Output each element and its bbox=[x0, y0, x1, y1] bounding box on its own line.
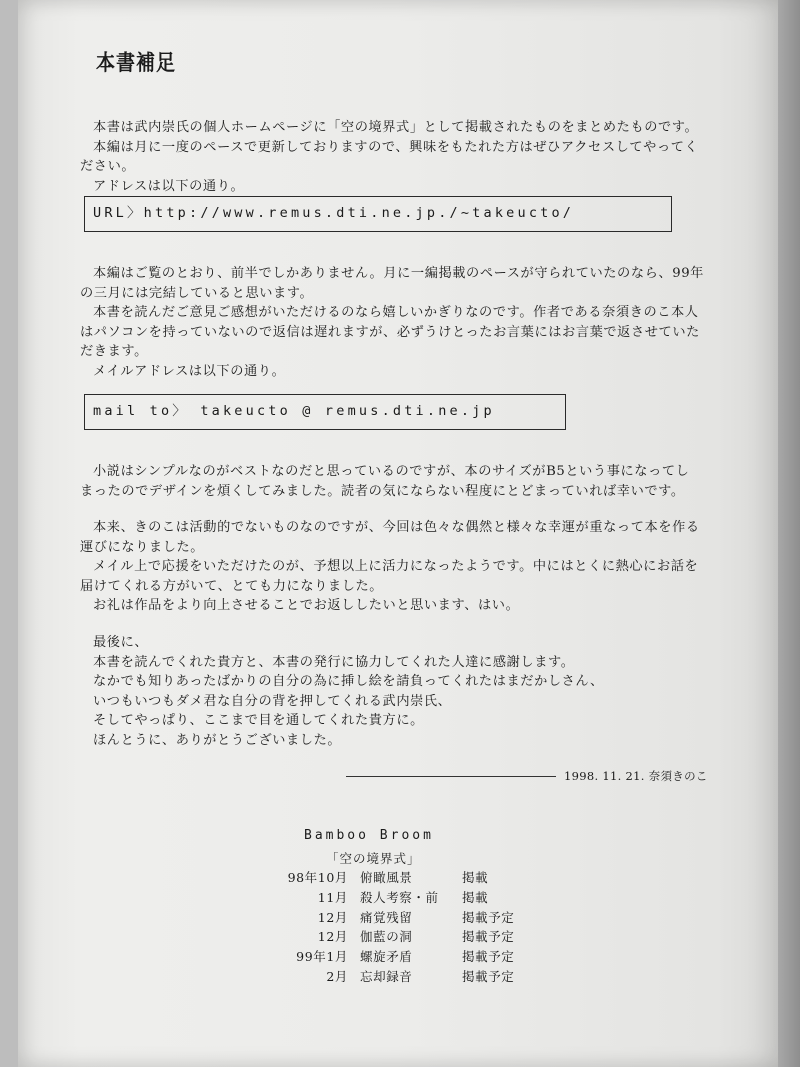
text-line: メイルアドレスは以下の通り。 bbox=[93, 363, 286, 379]
text-line: ださい。 bbox=[80, 159, 136, 174]
schedule-date: 11月 bbox=[317, 889, 348, 905]
middle-paragraph bbox=[80, 264, 704, 381]
text-line: の三月には完結していると思います。 bbox=[80, 285, 314, 301]
text-line: 本編は月に一度のペースで更新しておりますので、興味をもたれた方はぜひアクセスしてやってく bbox=[93, 139, 699, 155]
background-edge bbox=[778, 0, 800, 1067]
schedule-row bbox=[258, 927, 558, 947]
text-line: メイル上で応援をいただけたのが、予想以上に活力になったようです。中にはとくに熱心にお話を bbox=[93, 559, 699, 574]
intro-paragraph bbox=[80, 118, 700, 196]
text-line: 本書を読んだご意見ご感想がいただけるのなら嬉しいかぎりなのです。作者である奈須きのこ本人 bbox=[93, 305, 699, 320]
publication-schedule bbox=[258, 868, 558, 987]
text-line: まったのでデザインを煩くしてみました。読者の気にならない程度にとどまっていれば幸いです。 bbox=[80, 483, 685, 499]
text-line: アドレスは以下の通り。 bbox=[93, 178, 245, 194]
schedule-date: 2月 bbox=[326, 968, 348, 984]
schedule-row bbox=[258, 967, 558, 987]
schedule-row bbox=[258, 908, 558, 928]
schedule-date: 99年1月 bbox=[296, 949, 348, 965]
schedule-status: 掲載 bbox=[462, 870, 489, 885]
url-box: URL〉http://www.remus.dti.ne.jp./~takeucto/ bbox=[84, 196, 672, 232]
text-line: 本来、きのこは活動的でないものなのですが、今回は色々な偶然と様々な幸運が重なって本を作る bbox=[93, 520, 700, 535]
schedule-status: 掲載 bbox=[462, 889, 489, 905]
novel-paragraph bbox=[80, 462, 700, 501]
series-title: 「空の境界式」 bbox=[326, 851, 421, 866]
text-line: 最後に、 bbox=[93, 635, 149, 650]
text-line: 届けてくれる方がいて、とても力になりました。 bbox=[80, 578, 384, 594]
schedule-row bbox=[258, 868, 558, 888]
schedule-status: 掲載予定 bbox=[462, 949, 515, 965]
text-line: 小説はシンプルなのがベストなのだと思っているのですが、本のサイズがB5という事になってし bbox=[93, 464, 690, 479]
luck-paragraph bbox=[80, 518, 700, 616]
text-line: そしてやっぱり、ここまで目を通してくれた貴方に。 bbox=[93, 713, 424, 728]
signature-block bbox=[346, 765, 708, 785]
document-page bbox=[18, 0, 778, 1067]
mail-box: mail to〉 takeucto @ remus.dti.ne.jp bbox=[84, 394, 566, 430]
page-heading: 本書補足 bbox=[96, 50, 177, 76]
closing-paragraph bbox=[80, 633, 700, 750]
schedule-status: 掲載予定 bbox=[462, 968, 515, 984]
schedule-title: 俯瞰風景 bbox=[360, 870, 413, 885]
schedule-row bbox=[258, 888, 558, 908]
text-line: いつもいつもダメ君な自分の背を押してくれる武内崇氏、 bbox=[93, 693, 452, 709]
text-line: なかでも知りあったばかりの自分の為に挿し絵を請負ってくれたはまだかしさん、 bbox=[93, 674, 604, 689]
signature-text: 1998. 11. 21. 奈須きのこ bbox=[564, 769, 708, 783]
text-line: 本編はご覧のとおり、前半でしかありません。月に一編掲載のペースが守られていたのなら、99年 bbox=[93, 266, 704, 281]
schedule-title: 螺旋矛盾 bbox=[360, 949, 413, 965]
schedule-title: 忘却録音 bbox=[360, 968, 413, 984]
schedule-title: 伽藍の洞 bbox=[360, 929, 413, 945]
schedule-status: 掲載予定 bbox=[462, 929, 515, 945]
schedule-row bbox=[258, 947, 558, 967]
text-line: 本書を読んでくれた貴方と、本書の発行に協力してくれた人達に感謝します。 bbox=[93, 654, 575, 670]
schedule-status: 掲載予定 bbox=[462, 909, 515, 925]
text-line: お礼は作品をより向上させることでお返ししたいと思います、はい。 bbox=[93, 598, 520, 613]
schedule-title: 殺人考察・前 bbox=[360, 889, 439, 905]
publisher-name: Bamboo Broom bbox=[304, 828, 434, 843]
text-line: はパソコンを持っていないので返信は遅れますが、必ずうけとったお言葉にはお言葉で返させていた bbox=[80, 324, 700, 340]
schedule-date: 98年10月 bbox=[287, 870, 348, 885]
text-line: 本書は武内崇氏の個人ホームページに「空の境界式」として掲載されたものをまとめたものです。 bbox=[93, 120, 699, 135]
schedule-title: 痛覚残留 bbox=[360, 909, 413, 925]
text-line: 運びになりました。 bbox=[80, 539, 205, 555]
signature-rule bbox=[346, 776, 556, 777]
schedule-date: 12月 bbox=[317, 929, 348, 945]
schedule-date: 12月 bbox=[317, 909, 348, 925]
text-line: だきます。 bbox=[80, 344, 148, 359]
text-line: ほんとうに、ありがとうございました。 bbox=[93, 732, 342, 748]
